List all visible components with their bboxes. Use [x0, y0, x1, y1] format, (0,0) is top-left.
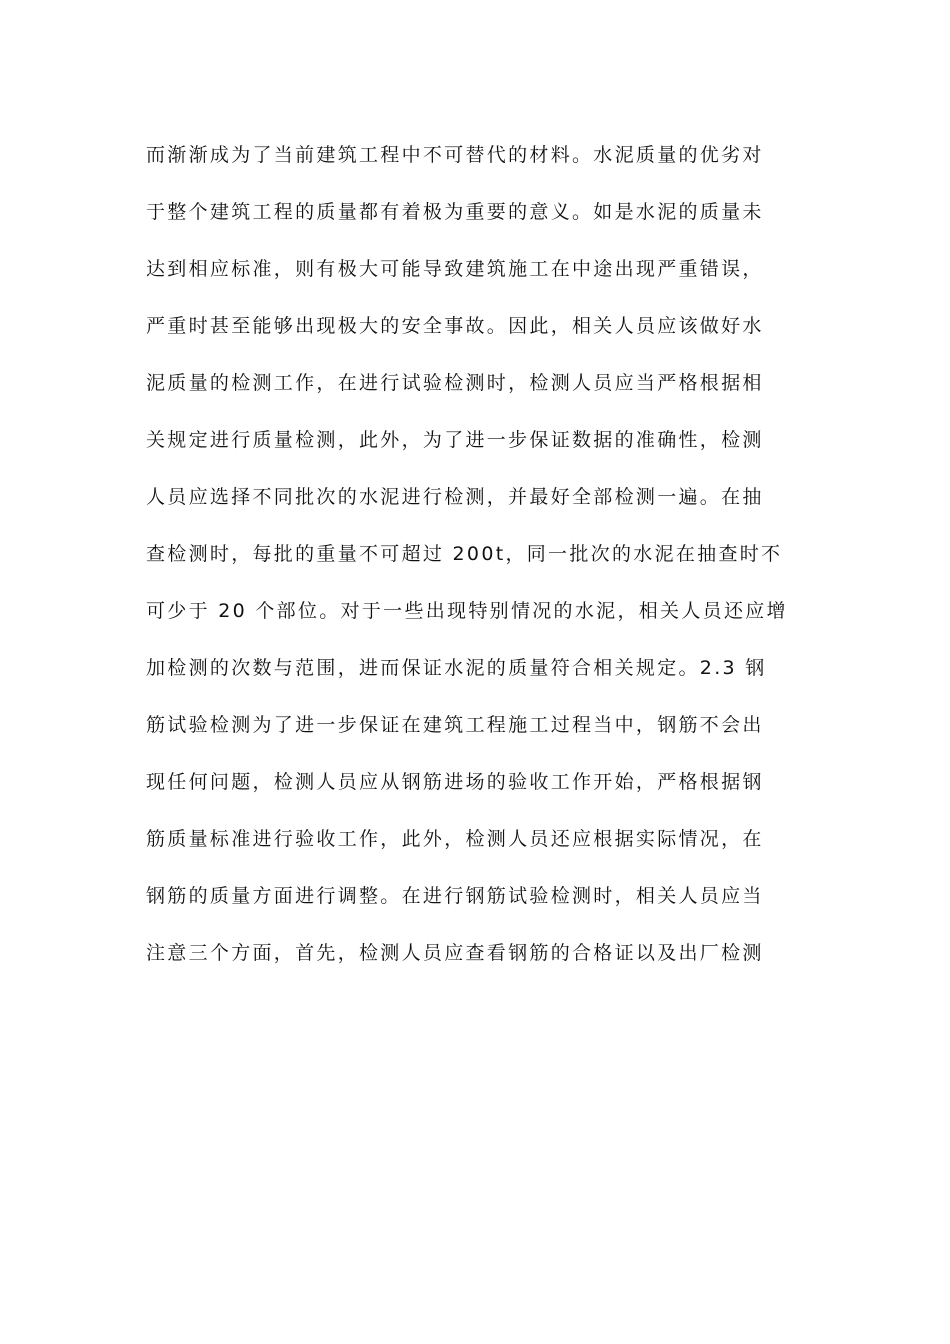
text-line: 查检测时，每批的重量不可超过 200t，同一批次的水泥在抽查时不 — [146, 543, 783, 565]
text-line: 可少于 20 个部位。对于一些出现特别情况的水泥，相关人员还应增 — [146, 600, 788, 622]
text-line: 钢筋的质量方面进行调整。在进行钢筋试验检测时，相关人员应当 — [146, 885, 764, 907]
text-line: 泥质量的检测工作，在进行试验检测时，检测人员应当严格根据相 — [146, 372, 764, 394]
text-line: 注意三个方面，首先，检测人员应查看钢筋的合格证以及出厂检测 — [146, 942, 764, 964]
text-line: 筋质量标准进行验收工作，此外，检测人员还应根据实际情况，在 — [146, 828, 764, 850]
text-line: 于整个建筑工程的质量都有着极为重要的意义。如是水泥的质量未 — [146, 201, 764, 223]
text-line: 人员应选择不同批次的水泥进行检测，并最好全部检测一遍。在抽 — [146, 486, 764, 508]
text-line: 筋试验检测为了进一步保证在建筑工程施工过程当中，钢筋不会出 — [146, 714, 764, 736]
text-line: 严重时甚至能够出现极大的安全事故。因此，相关人员应该做好水 — [146, 315, 764, 337]
body-text — [146, 134, 806, 989]
text-line: 达到相应标准，则有极大可能导致建筑施工在中途出现严重错误， — [146, 258, 764, 280]
text-line: 而渐渐成为了当前建筑工程中不可替代的材料。水泥质量的优劣对 — [146, 144, 764, 166]
text-line: 关规定进行质量检测，此外，为了进一步保证数据的准确性，检测 — [146, 429, 764, 451]
text-line: 现任何问题，检测人员应从钢筋进场的验收工作开始，严格根据钢 — [146, 771, 764, 793]
text-line: 加检测的次数与范围，进而保证水泥的质量符合相关规定。2.3 钢 — [146, 657, 767, 679]
